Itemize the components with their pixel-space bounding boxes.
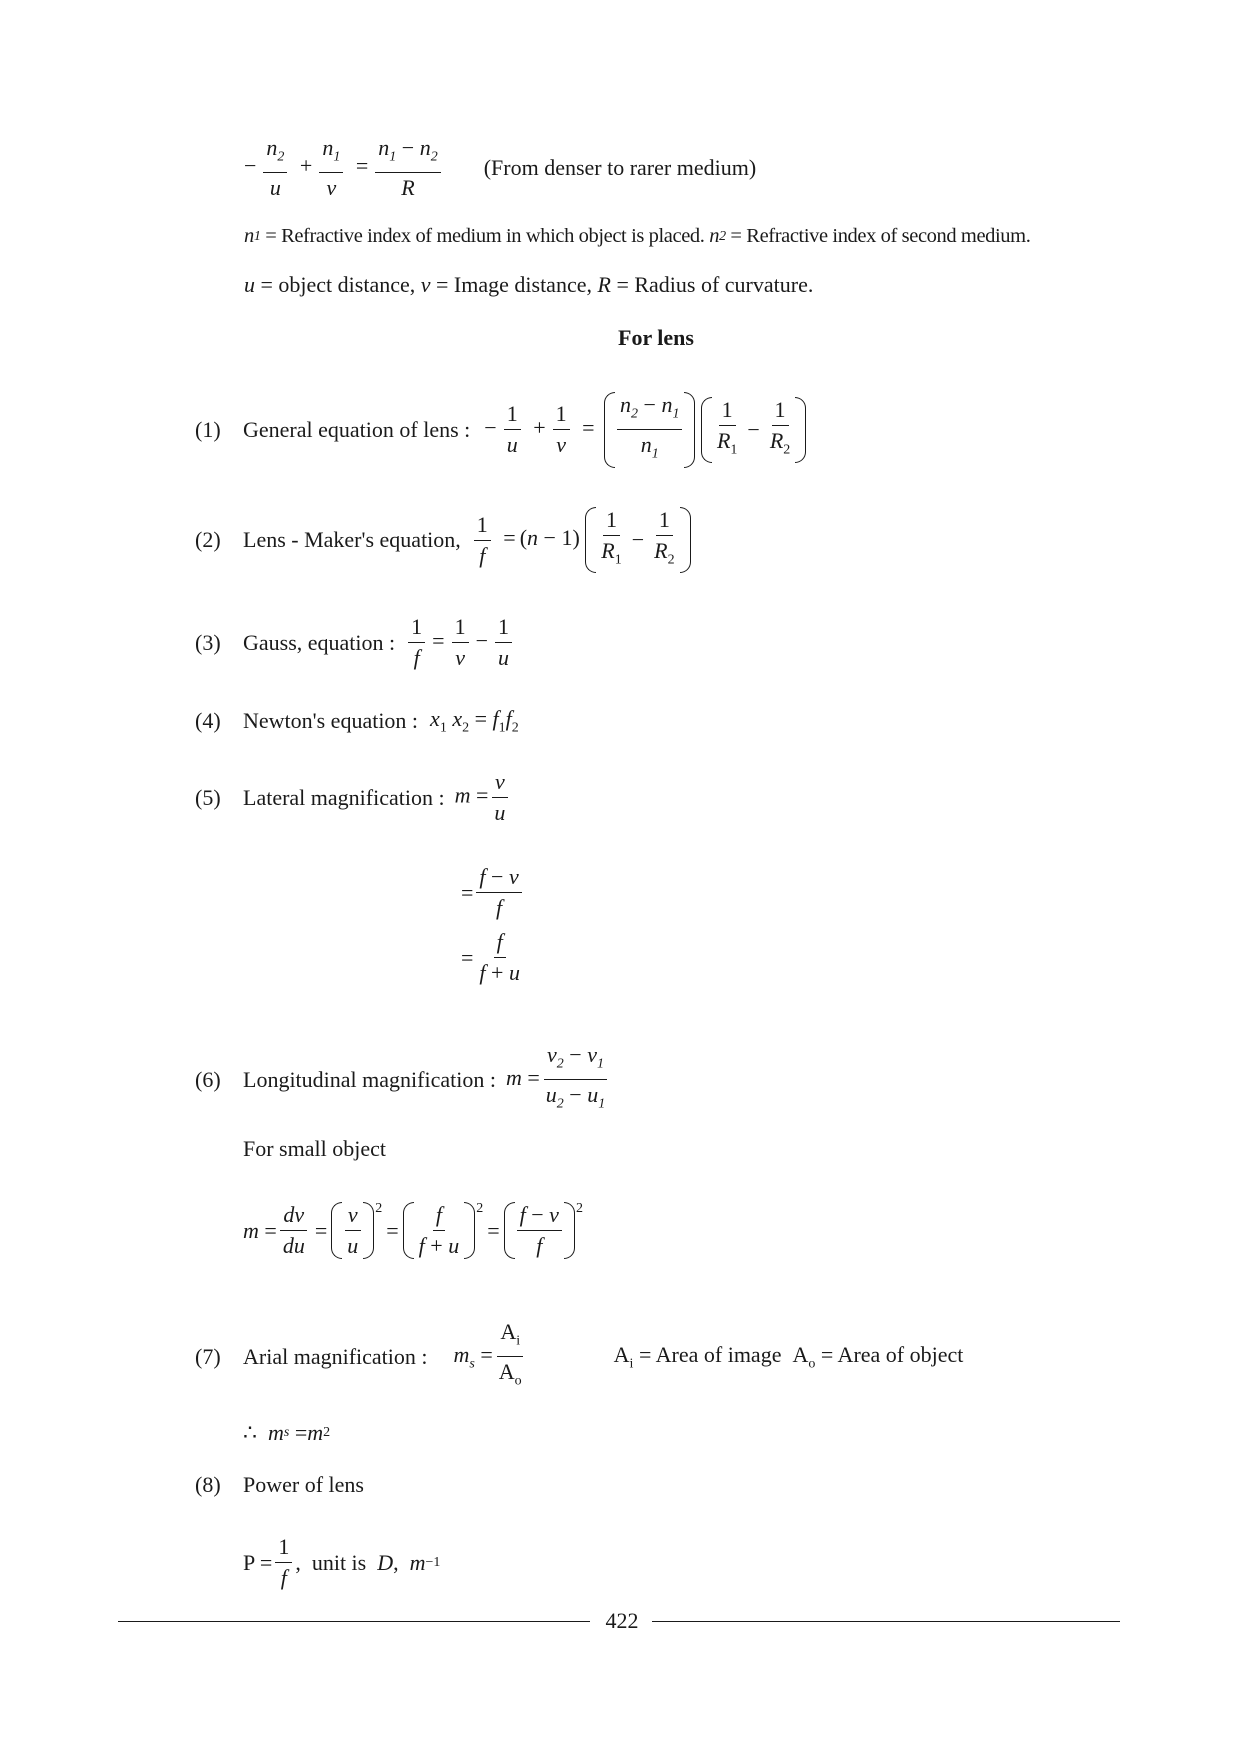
section-heading: For lens — [618, 325, 694, 350]
item-gauss — [195, 612, 515, 673]
footer-rule-right — [652, 1621, 1120, 1622]
small-object-label: For small object — [243, 1136, 386, 1161]
item-label: Arial magnification : — [243, 1343, 428, 1369]
refraction-def1: n 1 = Refractive index of medium in which object is placed. n 2 = Refractive index of second medium. — [244, 225, 1031, 247]
lateral-formula: m = $\frac{v}{u}$ — [455, 767, 512, 828]
refraction-def2: u = object distance, v = Image distance, R = Radius of curvature. — [244, 272, 814, 297]
item-longitudinal — [195, 1040, 611, 1120]
footer-rule-left — [118, 1621, 590, 1622]
item-general-equation — [195, 390, 806, 470]
lateral-formula-3: = $\frac{f}{f + u}$ — [461, 929, 520, 985]
refraction-formula-row — [240, 133, 756, 203]
power-formula: P = $\frac{1}{f}$ , unit is D , m −1 — [243, 1534, 441, 1590]
item-label: Newton's equation : — [243, 708, 419, 734]
item-label: Lens - Maker's equation, — [243, 527, 461, 553]
newton-formula: $x_1$ $x_2 = f_1f_2$ — [430, 706, 519, 736]
item-lens-maker — [195, 505, 691, 575]
arial-result: ∴ m s = m 2 — [243, 1420, 331, 1445]
gauss-formula: $\frac{1}{f}$ = $\frac{1}{v}$ − $\frac{1}{u}$ — [405, 612, 515, 673]
lateral-formula-2: = $\frac{f - v}{f}$ — [461, 862, 525, 923]
item-label: Longitudinal magnification : — [243, 1066, 496, 1092]
item-number: (7) — [195, 1343, 221, 1369]
general-equation-formula: − $\frac{1}{u}$ + $\frac{1}{v}$ = $\frac{n_2 - n_1}{n_1}$ $\frac{1}{R_1}$ − $\frac{1}{R_2}$ — [480, 390, 806, 470]
page-number: 422 — [605, 1608, 639, 1633]
item-arial — [195, 1317, 963, 1397]
longitudinal-formula: m = $\frac{v_2 - v_1}{u_2 - u_1}$ — [505, 1042, 606, 1112]
arial-definitions: $A_i$ = Area of image $A_o$ = Area of object — [613, 1341, 964, 1372]
refraction-formula: − $\frac{n_2}{u}$ + $\frac{n_1}{v}$ = $\frac{n_1 - n_2}{R}$ — [240, 133, 444, 203]
item-newton — [195, 706, 519, 736]
item-number: (3) — [195, 629, 221, 655]
arial-formula: $m_s$ = $\frac{A_i}{A_o}$ — [453, 1319, 522, 1389]
item-number: (4) — [195, 708, 221, 734]
item-label: Power of lens — [243, 1472, 364, 1497]
item-number: (8) — [195, 1472, 221, 1497]
item-label: Gauss, equation : — [243, 629, 396, 655]
item-number: (5) — [195, 784, 221, 810]
item-number: (6) — [195, 1066, 221, 1092]
item-number: (1) — [195, 416, 221, 442]
refraction-note: (From denser to rarer medium) — [483, 155, 757, 181]
item-label: Lateral magnification : — [243, 784, 445, 810]
item-label: General equation of lens : — [243, 416, 471, 442]
small-object-formula: m = $\frac{dv}{du}$ = $\frac{v}{u}$ 2 = $\frac{f}{f + u}$ 2 = $\frac{f - v}{f}$ 2 — [243, 1200, 583, 1261]
item-lateral — [195, 767, 511, 828]
item-power — [195, 1472, 364, 1498]
lens-maker-formula: $\frac{1}{f}$ = (n − 1) $\frac{1}{R_1}$ − $\frac{1}{R_2}$ — [471, 505, 691, 575]
item-number: (2) — [195, 527, 221, 553]
